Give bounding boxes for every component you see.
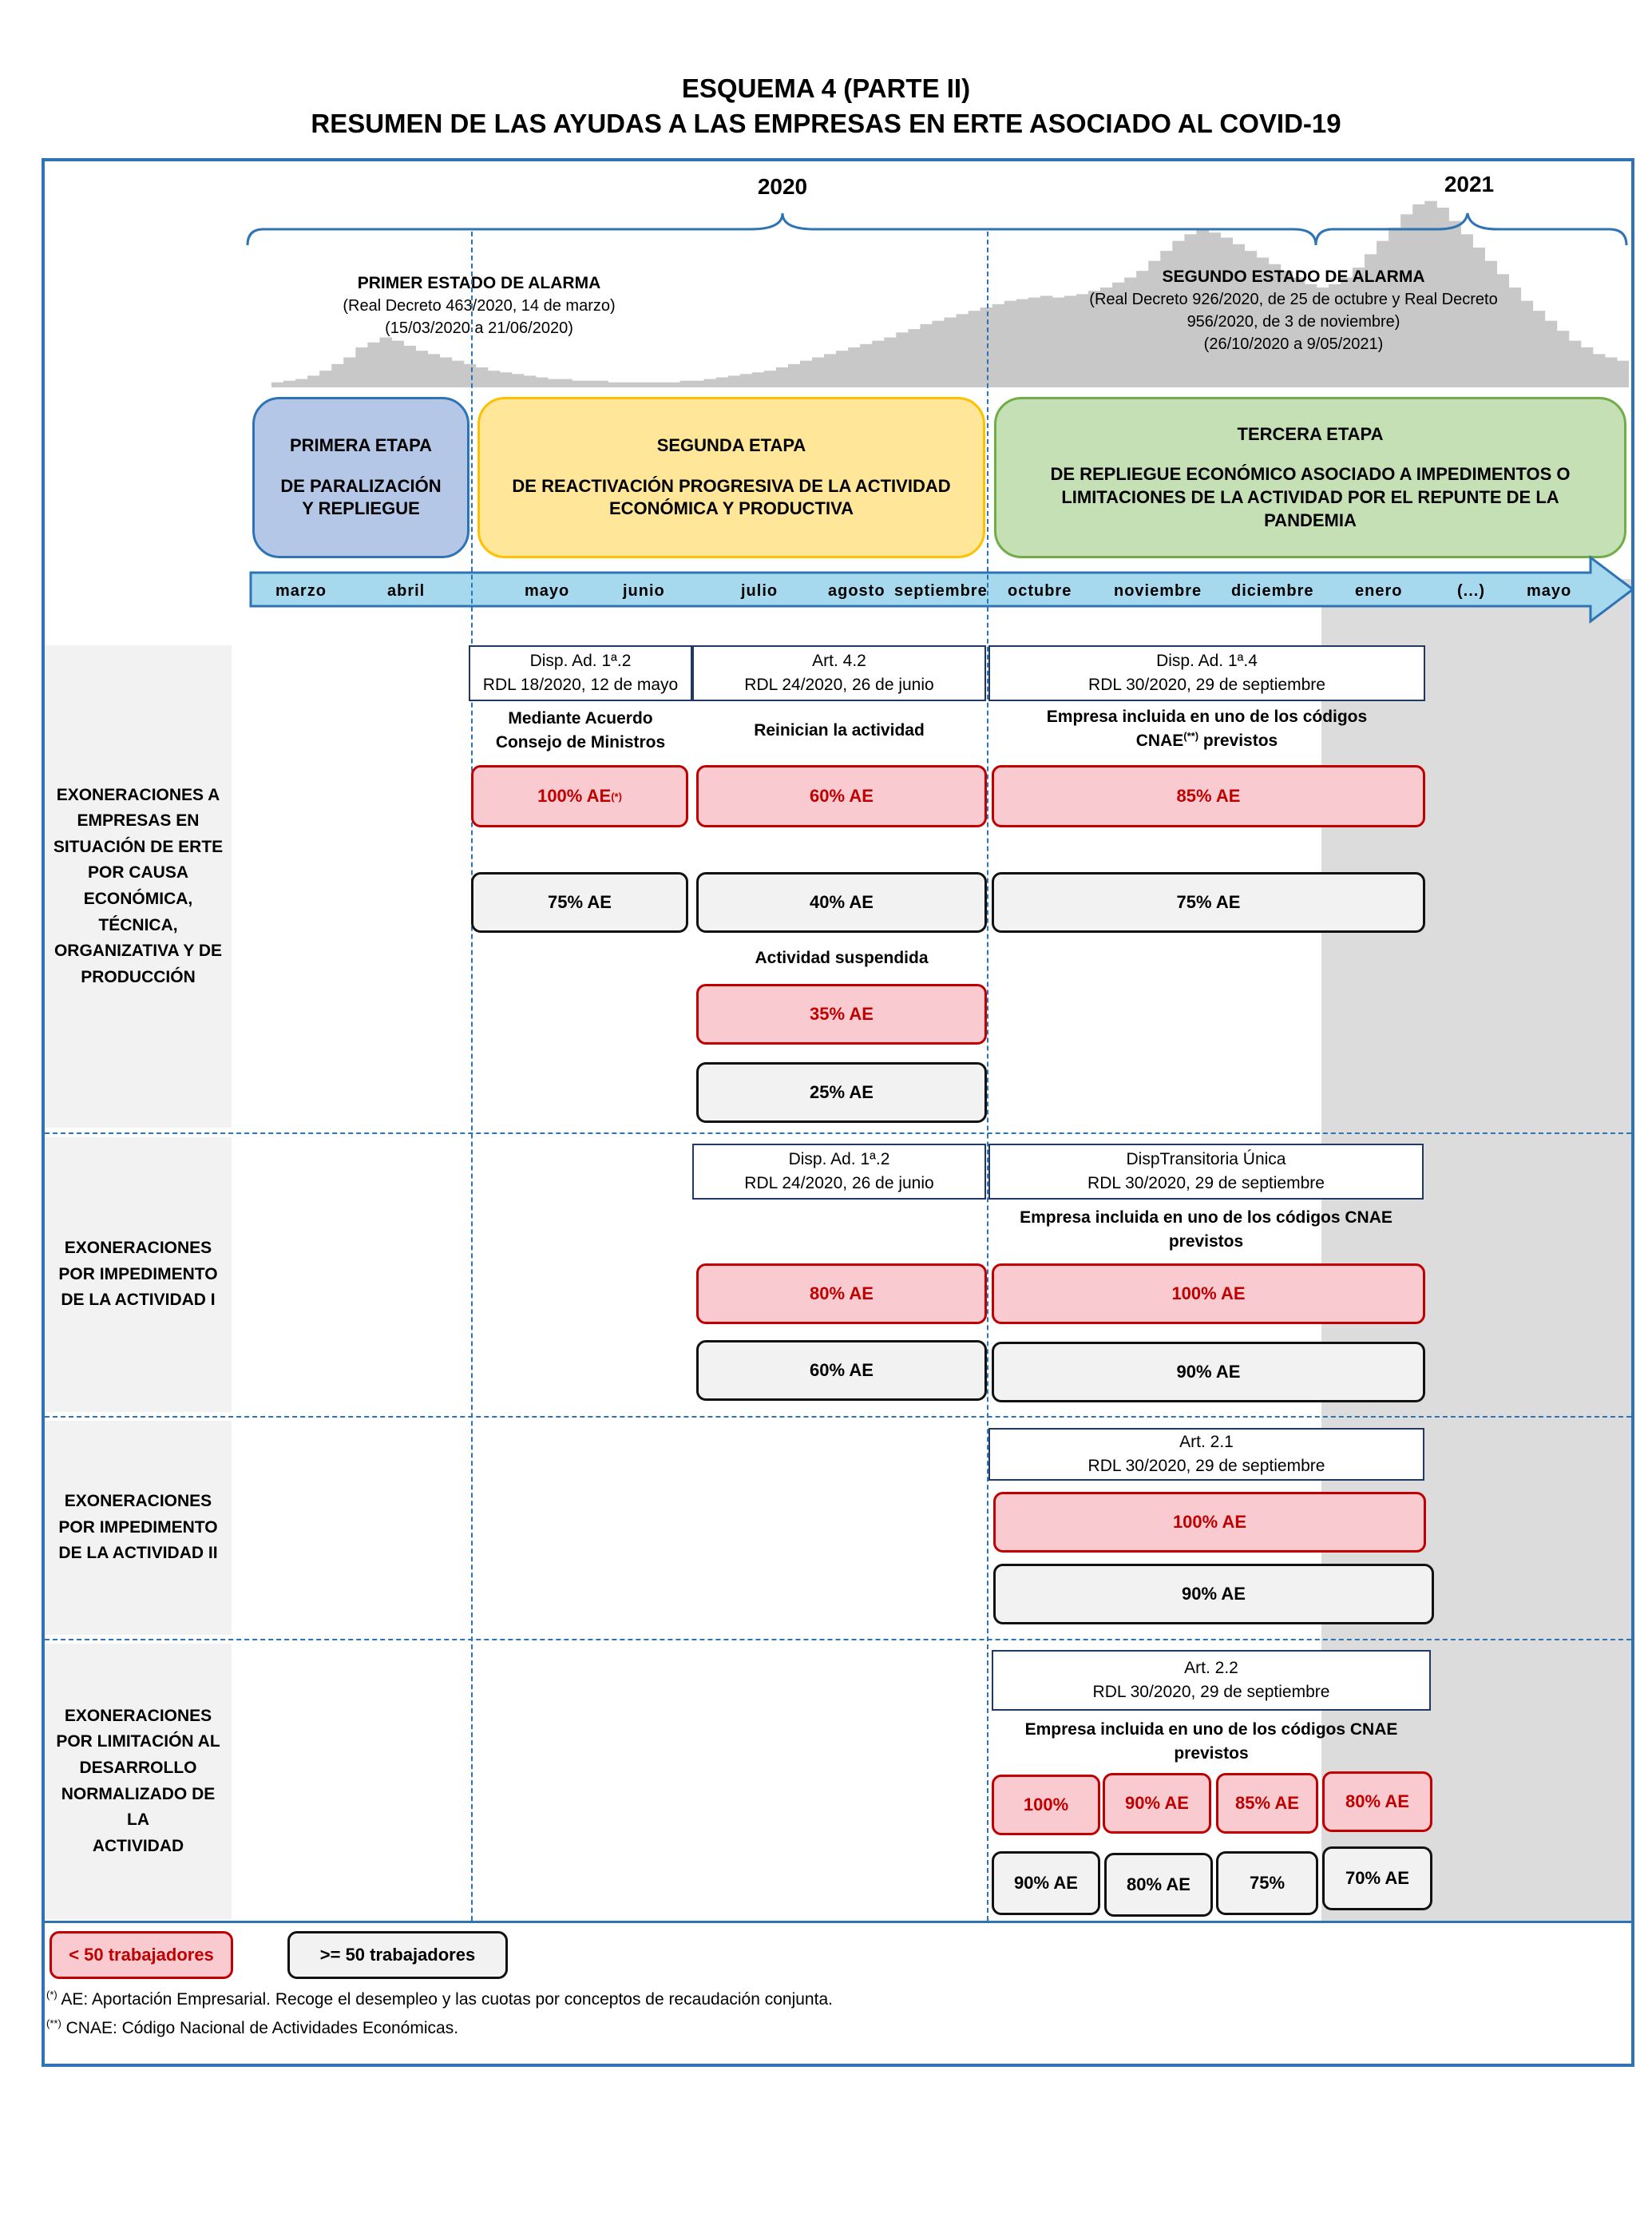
area-bar <box>440 358 453 388</box>
area-bar <box>307 375 320 387</box>
month-julio: julio <box>741 582 778 600</box>
area-bar <box>403 346 416 387</box>
area-bar <box>800 361 813 387</box>
footnote-mark: (**) <box>1183 730 1199 742</box>
month-mayo-2021: mayo <box>1527 582 1572 600</box>
area-bar <box>500 372 513 387</box>
stage-third-line1: DE REPLIEGUE ECONÓMICO ASOCIADO A IMPEDIMENTOS O <box>1050 464 1571 485</box>
row1-label-line: EMPRESAS EN <box>77 811 200 831</box>
area-bar <box>908 329 921 387</box>
footnote-mark: (*) <box>46 1989 57 2001</box>
area-bar <box>331 364 344 387</box>
stage-first <box>252 397 469 558</box>
area-bar <box>1617 361 1629 387</box>
area-bar <box>1593 354 1606 387</box>
area-bar <box>848 347 861 387</box>
red-box-100-ae <box>471 765 688 827</box>
area-bar <box>944 318 957 388</box>
red-box-100-ae-row3: 100% AE <box>993 1492 1426 1553</box>
row4-label-line: NORMALIZADO DE LA <box>61 1784 216 1830</box>
row1-label-line: POR CAUSA <box>87 863 188 882</box>
note-line <box>1136 729 1278 753</box>
footnote-text: AE: Aportación Empresarial. Recoge el desempleo y las cuotas por conceptos de recaudación conjunta. <box>57 1990 833 2009</box>
note-cnae-codes-row4 <box>992 1715 1431 1768</box>
gray-box-75-ae-oct: 75% AE <box>992 872 1425 933</box>
area-bar <box>920 324 933 387</box>
area-bar <box>608 383 620 387</box>
area-bar <box>728 375 741 387</box>
area-bar <box>992 304 1005 387</box>
red-box-80-ae: 80% AE <box>696 1263 987 1324</box>
ref-rdl-30-2020-art21 <box>988 1428 1424 1481</box>
ref-line: RDL 24/2020, 26 de junio <box>744 1174 934 1192</box>
first-alarm-decree: (Real Decreto 463/2020, 14 de marzo) <box>343 297 616 315</box>
note-line: Mediante Acuerdo <box>508 708 653 728</box>
area-bar <box>1605 358 1618 388</box>
area-bar <box>812 358 825 388</box>
note-line: Empresa incluida en uno de los códigos <box>1046 707 1368 726</box>
area-bar <box>716 378 729 388</box>
ref-line: Disp. Ad. 1ª.4 <box>1156 651 1258 670</box>
row-separator-1 <box>45 1132 1631 1134</box>
area-bar <box>355 347 368 387</box>
ref-rdl-30-2020-art22 <box>992 1650 1431 1711</box>
month-agosto: agosto <box>828 582 885 600</box>
ref-line: Disp. Ad. 1ª.2 <box>529 651 632 670</box>
stage-first-title: PRIMERA ETAPA <box>289 435 433 456</box>
brace-2020 <box>248 213 1316 245</box>
area-bar <box>476 367 489 387</box>
ref-line: RDL 30/2020, 29 de septiembre <box>1087 1457 1325 1475</box>
month-marzo: marzo <box>275 582 327 600</box>
divider-may <box>471 232 473 1921</box>
stage-third-line3: PANDEMIA <box>1264 510 1357 530</box>
gray-box-90-ae-row4: 90% AE <box>992 1851 1100 1915</box>
second-alarm-dates: (26/10/2020 a 9/05/2021) <box>1203 335 1384 354</box>
second-alarm-title: SEGUNDO ESTADO DE ALARMA <box>1162 268 1425 286</box>
ref-rdl-24-2020-art42 <box>692 645 986 701</box>
year-2020-label: 2020 <box>757 174 808 199</box>
gray-box-90-ae-row2: 90% AE <box>992 1342 1425 1402</box>
note-restart-activity: Reinician la actividad <box>754 720 925 740</box>
ref-rdl-30-2020-dtu <box>988 1144 1424 1200</box>
area-bar <box>1004 301 1017 387</box>
stage-second-line2: ECONÓMICA Y PRODUCTIVA <box>609 498 854 519</box>
red-box-80-ae-row4: 80% AE <box>1322 1771 1432 1832</box>
area-bar <box>957 314 969 387</box>
note-cnae-codes <box>988 703 1425 756</box>
note-cnae-codes-row2 <box>988 1204 1424 1255</box>
area-bar <box>896 332 909 387</box>
row4-label-line: DESARROLLO <box>79 1758 197 1777</box>
area-bar <box>524 375 537 387</box>
second-alarm-decree-2: 956/2020, de 3 de noviembre) <box>1187 313 1400 331</box>
area-bar <box>1557 331 1570 387</box>
gray-box-25-ae: 25% AE <box>696 1062 987 1123</box>
stage-second-line1: DE REACTIVACIÓN PROGRESIVA DE LA ACTIVIDAD <box>512 475 951 496</box>
month-octubre: octubre <box>1008 582 1072 600</box>
red-box-90-ae-row4: 90% AE <box>1103 1773 1211 1834</box>
area-bar <box>692 381 705 387</box>
area-bar <box>872 341 885 387</box>
gray-box-40-ae: 40% AE <box>696 872 987 933</box>
area-bar <box>969 311 981 387</box>
stage-second <box>477 397 985 558</box>
row2-label-line: POR IMPEDIMENTO <box>58 1264 218 1283</box>
pill-value: 100% AE <box>537 786 612 806</box>
area-bar <box>343 358 356 388</box>
area-bar <box>656 383 668 387</box>
row2-label-line: DE LA ACTIVIDAD I <box>61 1291 216 1310</box>
ref-line: Disp. Ad. 1ª.2 <box>788 1149 890 1168</box>
footnote-mark: (*) <box>611 790 622 803</box>
gray-box-90-ae-row3: 90% AE <box>993 1564 1434 1624</box>
gray-box-75-ae: 75% AE <box>471 872 688 933</box>
area-bar <box>752 372 765 387</box>
ref-line: Art. 2.1 <box>1179 1432 1234 1451</box>
stage-first-line2: Y REPLIEGUE <box>302 498 420 519</box>
month-enero: enero <box>1355 582 1403 600</box>
year-2021-label: 2021 <box>1444 172 1495 196</box>
gray-box-60-ae: 60% AE <box>696 1340 987 1401</box>
row1-label-line: SITUACIÓN DE ERTE <box>53 837 224 856</box>
gray-box-80-ae-row4: 80% AE <box>1104 1853 1213 1917</box>
row3-label-line: DE LA ACTIVIDAD II <box>58 1544 218 1563</box>
ref-line: RDL 30/2020, 29 de septiembre <box>1088 676 1325 694</box>
stage-third <box>994 397 1626 558</box>
area-bar <box>560 379 572 387</box>
row-label-limitation <box>45 1644 232 1919</box>
red-box-85-ae: 85% AE <box>992 765 1425 827</box>
footnote-ae <box>46 1989 1563 2009</box>
area-bar <box>512 374 525 387</box>
area-bar <box>932 321 945 387</box>
footnote-mark: (**) <box>46 2017 61 2029</box>
row1-label-line: ORGANIZATIVA Y DE <box>53 942 222 961</box>
year-braces <box>240 204 1633 252</box>
area-bar <box>1028 298 1041 388</box>
first-alarm-dates: (15/03/2020 a 21/06/2020) <box>385 319 573 338</box>
area-bar <box>271 383 284 387</box>
area-bar <box>788 364 801 387</box>
row-separator-2 <box>45 1416 1631 1418</box>
row-label-erte-economic <box>45 645 232 1128</box>
area-bar <box>620 383 632 387</box>
row-separator-3 <box>45 1639 1631 1640</box>
row1-label-line: TÉCNICA, <box>98 915 178 934</box>
area-bar <box>391 341 404 387</box>
area-bar <box>379 338 392 388</box>
note-line: previstos <box>1168 1232 1244 1251</box>
row4-label-line: EXONERACIONES <box>64 1706 212 1725</box>
area-bar <box>824 354 837 387</box>
row4-label-line: POR LIMITACIÓN AL <box>56 1732 220 1751</box>
area-bar <box>632 383 644 387</box>
area-bar <box>428 354 441 387</box>
stage-first-line1: DE PARALIZACIÓN <box>280 475 442 496</box>
area-bar <box>319 371 332 387</box>
area-bar <box>367 343 380 387</box>
note-line: Consejo de Ministros <box>495 733 666 752</box>
area-bar <box>548 379 561 387</box>
footnote-text: CNAE: Código Nacional de Actividades Económicas. <box>61 2019 459 2037</box>
note-line: previstos <box>1174 1744 1249 1763</box>
area-bar <box>704 379 717 387</box>
ref-line: RDL 30/2020, 29 de septiembre <box>1092 1683 1330 1701</box>
area-bar <box>572 381 584 387</box>
legend-gray-50-or-more: >= 50 trabajadores <box>287 1931 508 1979</box>
note-line: Empresa incluida en uno de los códigos CNAE <box>1024 1719 1398 1739</box>
area-bar <box>680 381 693 387</box>
first-alarm-title: PRIMER ESTADO DE ALARMA <box>357 274 601 292</box>
area-bar <box>668 383 680 387</box>
area-bar <box>740 374 753 387</box>
month-ellipsis: (...) <box>1457 582 1485 600</box>
stage-third-title: TERCERA ETAPA <box>1237 423 1384 444</box>
area-bar <box>464 364 477 387</box>
area-bar <box>416 351 429 387</box>
month-diciembre: diciembre <box>1231 582 1314 600</box>
red-box-100-ae-row2: 100% AE <box>992 1263 1425 1324</box>
footnote-cnae <box>46 2017 1563 2038</box>
area-bar <box>1016 299 1029 387</box>
red-box-85-ae-row4: 85% AE <box>1216 1773 1318 1834</box>
ref-line: DispTransitoria Única <box>1126 1149 1286 1168</box>
note-cnae-text: CNAE <box>1135 732 1184 750</box>
row-label-impediment-1 <box>45 1137 232 1412</box>
legend-red-under-50: < 50 trabajadores <box>50 1931 233 1979</box>
second-alarm-note <box>1046 265 1541 355</box>
title-line-2: RESUMEN DE LAS AYUDAS A LAS EMPRESAS EN ERTE ASOCIADO AL COVID-19 <box>311 109 1341 138</box>
row1-label-line: ECONÓMICA, <box>83 890 193 908</box>
area-bar <box>452 361 465 387</box>
area-bar <box>776 367 789 387</box>
month-abril: abril <box>387 582 426 600</box>
ref-rdl-24-2020-da12 <box>692 1144 986 1200</box>
row1-label-line: EXONERACIONES A <box>56 785 220 804</box>
month-septiembre: septiembre <box>894 582 988 600</box>
month-noviembre: noviembre <box>1114 582 1202 600</box>
stage-third-line2: LIMITACIONES DE LA ACTIVIDAD POR EL REPUNTE DE LA <box>1061 487 1559 507</box>
area-bar <box>488 371 501 387</box>
area-bar <box>644 383 656 387</box>
area-bar <box>1581 347 1594 387</box>
note-activity-suspended: Actividad suspendida <box>755 948 929 967</box>
area-bar <box>596 381 608 387</box>
gray-box-75-row4: 75% <box>1216 1851 1318 1915</box>
stage-second-title: SEGUNDA ETAPA <box>656 435 806 456</box>
ref-rdl-18-2020 <box>469 645 692 701</box>
ref-rdl-30-2020-da14 <box>988 645 1425 701</box>
note-council-agreement <box>469 704 692 757</box>
row3-label-line: EXONERACIONES <box>64 1492 212 1511</box>
area-bar <box>1569 341 1582 387</box>
area-bar <box>1545 321 1558 387</box>
month-junio: junio <box>623 582 665 600</box>
divider-october <box>987 232 988 1921</box>
ref-line: Art. 2.2 <box>1184 1658 1238 1677</box>
month-mayo: mayo <box>525 582 570 600</box>
ref-line: RDL 18/2020, 12 de mayo <box>482 676 679 694</box>
note-line: Empresa incluida en uno de los códigos CNAE <box>1020 1208 1393 1227</box>
red-box-35-ae: 35% AE <box>696 984 987 1045</box>
first-alarm-note <box>263 272 695 339</box>
row-label-impediment-2 <box>45 1421 232 1635</box>
title-line-1: ESQUEMA 4 (PARTE II) <box>681 73 971 103</box>
area-bar <box>860 344 873 387</box>
gray-box-70-ae-row4: 70% AE <box>1322 1846 1432 1910</box>
area-bar <box>295 379 308 387</box>
row3-label-line: POR IMPEDIMENTO <box>58 1517 218 1537</box>
row1-label-line: PRODUCCIÓN <box>81 967 196 986</box>
note-cnae-text: previstos <box>1198 732 1278 750</box>
red-box-60-ae: 60% AE <box>696 765 987 827</box>
area-bar <box>836 351 849 387</box>
second-alarm-decree-1: (Real Decreto 926/2020, de 25 de octubre y Real Decreto <box>1089 291 1498 309</box>
area-bar <box>884 338 897 388</box>
brace-2021 <box>1316 213 1626 245</box>
ref-line: Art. 4.2 <box>812 651 866 670</box>
row2-label-line: EXONERACIONES <box>64 1239 212 1258</box>
area-bar <box>764 371 777 387</box>
area-bar <box>283 381 296 387</box>
ref-line: RDL 30/2020, 29 de septiembre <box>1087 1174 1325 1192</box>
ref-line: RDL 24/2020, 26 de junio <box>744 676 934 694</box>
area-bar <box>536 378 549 388</box>
area-bar <box>584 381 596 387</box>
legend-separator <box>45 1921 1631 1923</box>
red-box-100-row4: 100% <box>992 1775 1100 1835</box>
row4-label-line: ACTIVIDAD <box>92 1836 184 1855</box>
